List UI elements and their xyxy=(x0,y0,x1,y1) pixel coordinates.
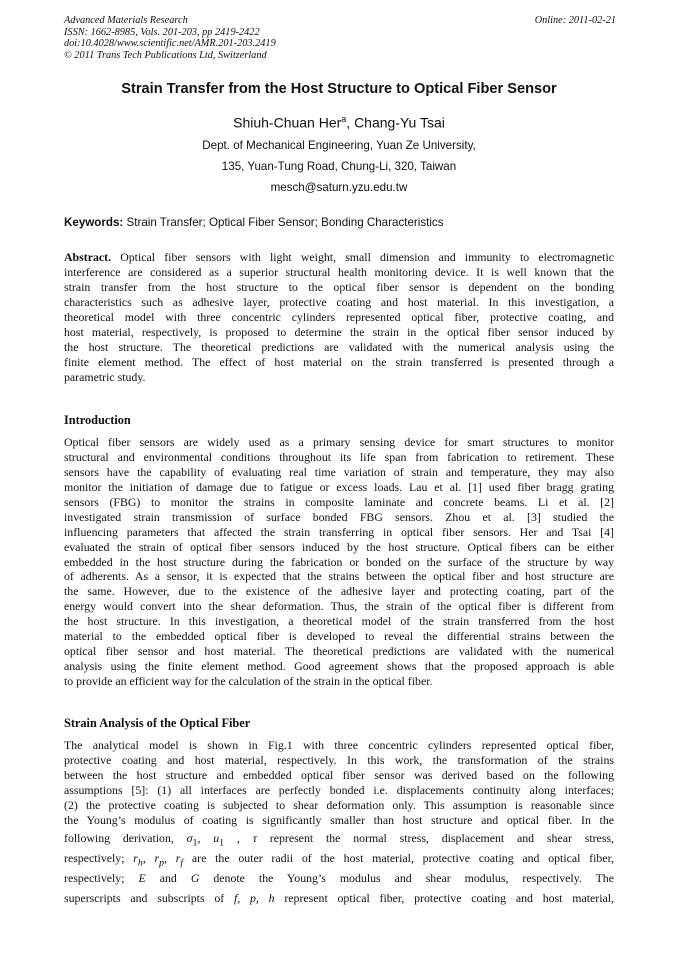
intro-line: sensors have the capability of evaluating real time variation of strain and temperature, they may also xyxy=(64,464,614,479)
abstract-line: strain transfer from the host structure to the optical fiber sensor is dependent on the bonding xyxy=(64,279,614,294)
intro-line: embedded in the host structure during the fabrication or bonded on the surface of the structure by way xyxy=(64,554,614,569)
abstract-paragraph xyxy=(64,250,614,384)
tau-symbol: τ xyxy=(252,830,257,845)
affiliation-email: mesch@saturn.yzu.edu.tw xyxy=(270,181,408,194)
author-first-superscript: a xyxy=(341,114,347,124)
abstract-line: theoretical model with three concentric cylinders represented optical fiber, protective coating, and xyxy=(64,309,614,324)
intro-line: Optical fiber sensors are widely used as a primary sensing device for smart structures to monitor xyxy=(64,435,614,449)
strain-line: The analytical model is shown in Fig.1 with three concentric cylinders represented optical fiber, xyxy=(64,738,614,752)
keywords-label: Keywords: xyxy=(64,216,124,229)
abstract-line: host material, respectively, is proposed to determine the strain in the optical fiber sensor induced by xyxy=(64,324,614,339)
intro-line: the same. However, due to the existence of the adhesive layer and protecting coating, part of the xyxy=(64,584,614,599)
sigma-symbol: σ xyxy=(186,830,193,845)
abstract-line: parametric study. xyxy=(64,369,146,384)
strain-line: respectively; $r_h$, $r_p$, $r_f$ are the outer radii of the host material, protective coating and optical fiber, xyxy=(64,850,615,868)
introduction-paragraph xyxy=(64,435,614,689)
strain-line: following derivation, $\sigma_1$, $u_1$ , τ represent the normal stress, displacement and shear stress, xyxy=(64,830,614,848)
intro-line: to provide an efficient way for the calculation of the strain in the optical fiber. xyxy=(64,674,433,688)
strain-line: (2) the protective coating is subjected to shear deformation only. This assumption is reasonable since xyxy=(64,797,614,812)
abstract-line: finite element method. The effect of host material on the strain transferred is presented through a xyxy=(64,354,614,369)
intro-line: energy would convert into the shear deformation. Thus, the strain of the optical fiber is different from xyxy=(64,599,614,614)
keywords xyxy=(64,216,444,229)
copyright-line: © 2011 Trans Tech Publications Ltd, Switzerland xyxy=(64,49,267,61)
author-first: Shiuh-Chuan Her xyxy=(233,114,342,131)
intro-line: evaluated the strain of optical fiber sensors induced by the host structure. Optical fibers can be either xyxy=(64,539,614,554)
intro-line: analysis using the finite element method. Good agreement shows that the proposed approach is able xyxy=(64,659,614,674)
intro-line: investigated strain transmission of surface bonded FBG sensors. Zhou et al. [3] studied the xyxy=(64,509,614,524)
doi-line: doi:10.4028/www.scientific.net/AMR.201-203.2419 xyxy=(64,38,276,50)
strain-line: respectively; E and G denote the Young’s modulus and shear modulus, respectively. The xyxy=(64,870,614,885)
author-line xyxy=(0,114,678,131)
intro-line: the host structure. In this investigation, a theoretical model of the strain transferred from the host xyxy=(64,614,614,629)
intro-line: of adherents. As a sensor, it is expected that the strains between the optical fiber and host structure are xyxy=(64,569,614,584)
online-date: Online: 2011-02-21 xyxy=(534,15,616,26)
affiliation-line: Dept. of Mechanical Engineering, Yuan Ze University, xyxy=(202,139,476,152)
intro-line: structural and environmental conditions throughout its life span from fabrication to retirement. These xyxy=(64,449,614,464)
strain-analysis-paragraph xyxy=(64,738,614,908)
intro-line: monitor the initiation of damage due to fatigue or excess loads. Lau et al. [1] used fiber bragg grating xyxy=(64,479,614,494)
journal-header xyxy=(64,15,276,61)
strain-line: superscripts and subscripts of f, p, h represent optical fiber, protective coating and host material, xyxy=(64,890,614,905)
abstract-line: interference are considered as a superior structural health monitoring device. It is well known that the xyxy=(64,264,614,279)
intro-line: sensors (FBG) to monitor the strains in composite laminate and concrete beams. Li et al. [2] xyxy=(64,494,614,509)
affiliation-address: 135, Yuan-Tung Road, Chung-Li, 320, Taiwan xyxy=(221,160,457,173)
abstract-line: the host structure. The theoretical predictions are validated with the numerical analysis using the xyxy=(64,339,614,354)
intro-line: material to the embedded optical fiber is developed to reveal the differential strains between the xyxy=(64,629,614,644)
issn-line: ISSN: 1662-8985, Vols. 201-203, pp 2419-2422 xyxy=(64,26,260,38)
author-second: , Chang-Yu Tsai xyxy=(346,114,445,131)
strain-line: protective coating and host material, respectively. In this work, the transformation of the strains xyxy=(64,752,614,767)
intro-line: influencing parameters that affected the strain transferring in optical fiber sensors. Her and Tsai [4] xyxy=(64,524,614,539)
strain-analysis-heading: Strain Analysis of the Optical Fiber xyxy=(64,716,251,730)
paper-title: Strain Transfer from the Host Structure to Optical Fiber Sensor xyxy=(121,81,557,97)
keywords-text: Strain Transfer; Optical Fiber Sensor; Bonding Characteristics xyxy=(123,216,444,229)
introduction-heading: Introduction xyxy=(64,413,131,427)
abstract-line: Abstract. Optical fiber sensors with light weight, small dimension and immunity to electromagnetic xyxy=(64,250,614,264)
intro-line: optical fiber sensor and host material. The theoretical predictions are validated with the numerical xyxy=(64,644,614,659)
strain-line: assumptions [5]: (1) all interfaces are perfectly bonded i.e. displacements continuity along interfaces; xyxy=(64,782,614,797)
u-symbol: u xyxy=(213,830,220,845)
strain-line: the Young’s modulus of coating is significantly smaller than host structure and optical fiber. In the xyxy=(64,812,614,827)
journal-name: Advanced Materials Research xyxy=(64,15,188,26)
abstract-line: characteristics such as adhesive layer, protective coating and host material. In this investigation, a xyxy=(64,294,614,309)
abstract-label: Abstract. xyxy=(64,250,112,264)
strain-line: between the host structure and embedded optical fiber sensor was derived based on the following xyxy=(64,767,614,782)
